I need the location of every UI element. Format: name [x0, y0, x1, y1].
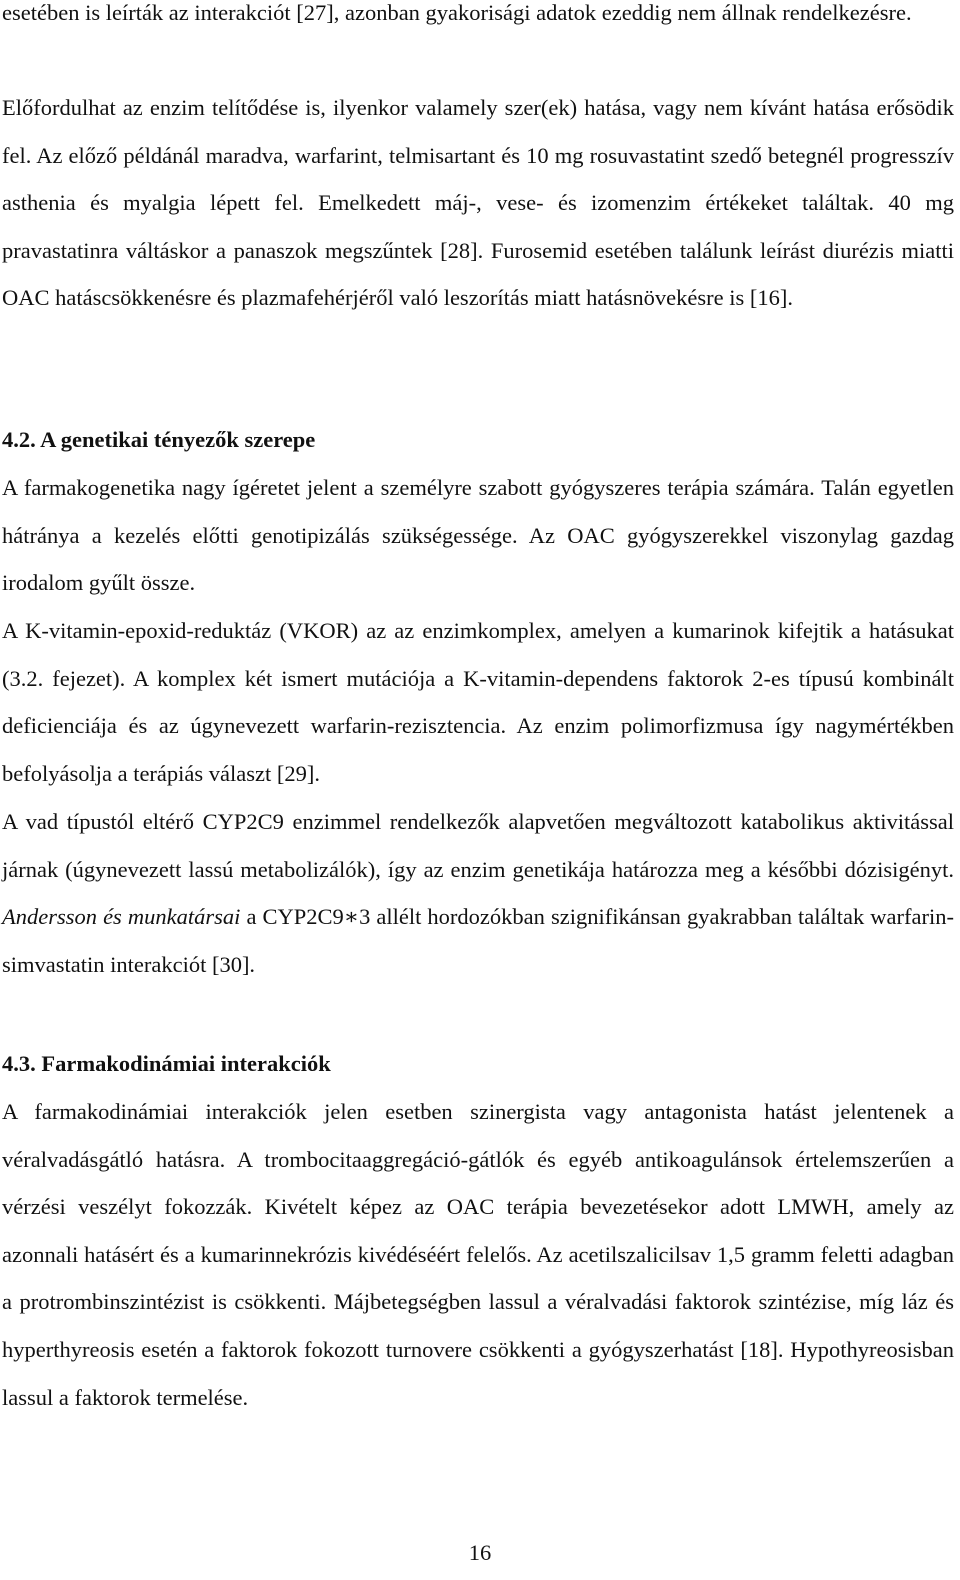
section-heading-genetic-factors: 4.2. A genetikai tényezők szerepe — [2, 427, 316, 452]
paragraph-pharmacodynamic: A farmakodinámiai interakciók jelen esetben szinergista vagy antagonista hatást jelentenek a véralvadásgátló hatásra. A trombocitaaggregáció-gátlók és egyéb antikoagulánsok értelemszerűen a vérzési veszélyt fokozzák. Kivételt képez az OAC terápia bevezetésekor adott LMWH, amely az azonnali hatásért és a kumarinnekrózis kivédéséért felelős. Az acetilszalicilsav 1,5 gramm feletti adagban a protrombinszintézist is csökkenti. Májbetegségben lassul a véralvadási faktorok szintézise, míg láz és hyperthyreosis esetén a faktorok fokozott turnovere csökkenti a gyógyszerhatást [18]. Hypothyreosisban lassul a faktorok termelése. — [2, 1099, 954, 1410]
cyp2c9-text-before: A vad típustól eltérő CYP2C9 enzimmel rendelkezők alapvetően megváltozott katabolikus aktivitással járnak (úgynevezett lassú metabolizálók), így az enzim genetikája határozza meg a későbbi dózisigényt. — [2, 809, 954, 882]
cyp2c9-italic-authors: Andersson és munkatársai — [2, 904, 241, 930]
section-heading-pharmacodynamic: 4.3. Farmakodinámiai interakciók — [2, 1051, 331, 1076]
paragraph-vkor: A K-vitamin-epoxid-reduktáz (VKOR) az az enzimkomplex, amelyen a kumarinok kifejtik a hatásukat (3.2. fejezet). A komplex két ismert mutációja a K-vitamin-dependens faktorok 2-es típusú kombinált deficienciája és az úgynevezett warfarin-rezisztencia. Az enzim polimorfizmusa így nagymértékben befolyásolja a terápiás választ [29]. — [2, 618, 954, 786]
paragraph-enzyme-saturation: Előfordulhat az enzim telítődése is, ilyenkor valamely szer(ek) hatása, vagy nem kívánt hatása erősödik fel. Az előző példánál maradva, warfarint, telmisartant és 10 mg rosuvastatint szedő betegnél progresszív asthenia és myalgia lépett fel. Emelkedett máj-, vese- és izomenzim értékeket találtak. 40 mg pravastatinra váltáskor a panaszok megszűntek [28]. Furosemid esetében találunk leírást diurézis miatti OAC hatáscsökkenésre és plazmafehérjéről való leszorítás miatt hatásnövekésre is [16]. — [2, 95, 954, 311]
cyp2c9-text-after: a CYP2C9∗3 allélt hordozókban szignifikánsan gyakrabban találtak warfarin-simvastatin interakciót [30]. — [2, 904, 954, 977]
paragraph-pharmacogenetics: A farmakogenetika nagy ígéretet jelent a személyre szabott gyógyszeres terápia számára. Talán egyetlen hátránya a kezelés előtti genotipizálás szükségessége. Az OAC gyógyszerekkel viszonylag gazdag irodalom gyűlt össze. — [2, 475, 954, 596]
paragraph-intro-continuation: esetében is leírták az interakciót [27], azonban gyakorisági adatok ezeddig nem állnak rendelkezésre. — [2, 0, 912, 25]
page-number: 16 — [468, 1540, 492, 1565]
paragraph-cyp2c9 — [2, 798, 954, 988]
